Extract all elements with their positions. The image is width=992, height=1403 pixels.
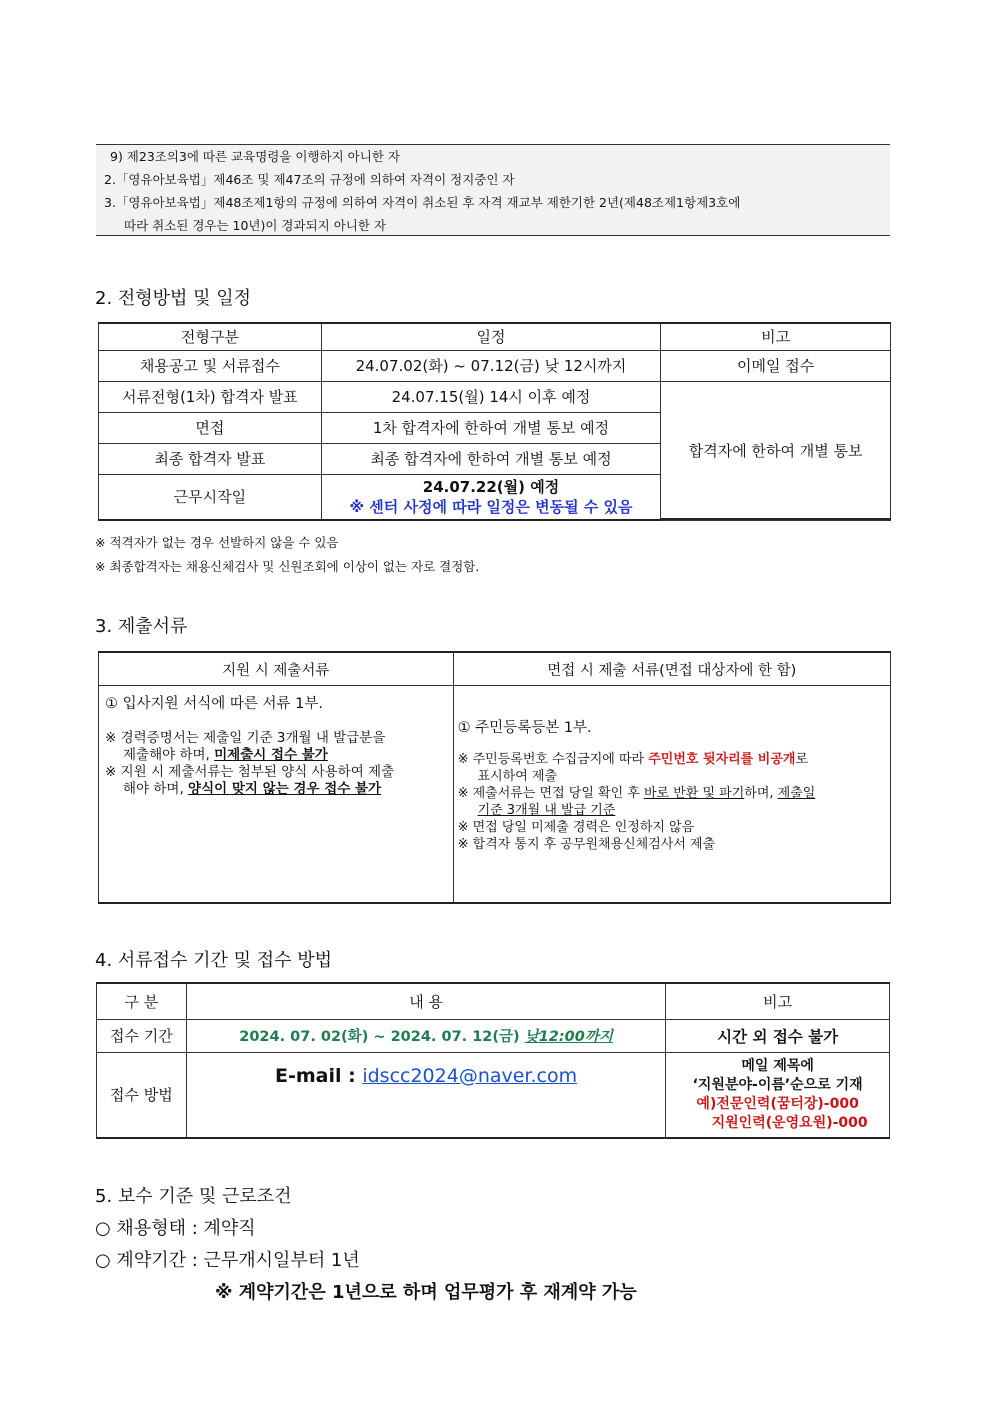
header-schedule: 일정 xyxy=(321,323,661,350)
apply-note-2-underline: 양식이 맞지 않는 경우 접수 불가 xyxy=(188,781,382,797)
period-note: 시간 외 접수 불가 xyxy=(666,1019,890,1052)
section3-title: 3. 제출서류 xyxy=(95,616,188,637)
interview-note-1b: 로 xyxy=(795,752,809,767)
apply-note-1-underline: 미제출시 접수 불가 xyxy=(214,747,328,763)
method-cell xyxy=(186,1052,665,1138)
reception-table xyxy=(96,982,890,1139)
header-category: 구 분 xyxy=(97,983,187,1019)
table-row xyxy=(99,381,891,412)
interview-note-2c-line xyxy=(458,802,886,819)
interview-note-2b: 하며, xyxy=(744,786,778,801)
row-type: 근무시작일 xyxy=(99,474,322,520)
apply-note-2b-line xyxy=(105,781,447,798)
section4-title: 4. 서류접수 기간 및 접수 방법 xyxy=(95,950,333,971)
interview-docs-cell xyxy=(453,686,890,904)
method-note-4: 지원인력(운영요원)-000 xyxy=(711,1114,868,1131)
disq-line-3: 3.「영유아보육법」제48조제1항의 규정에 의하여 자격이 취소된 후 자격 재교부 제한기한 2년(제48조제1항제3호에 xyxy=(104,195,741,210)
section5-title: 5. 보수 기준 및 근로조건 xyxy=(95,1186,292,1207)
interview-note-2-u3: 기준 3개월 내 발급 기준 xyxy=(477,803,616,818)
section2-note-1: ※ 적격자가 없는 경우 선발하지 않을 수 있음 xyxy=(95,535,339,550)
interview-note-2-line xyxy=(458,785,886,802)
period-label: 접수 기간 xyxy=(97,1019,187,1052)
interview-doc-item: ① 주민등록등본 1부. xyxy=(457,720,592,736)
section2-title: 2. 전형방법 및 일정 xyxy=(95,288,252,309)
apply-note-1b: 제출해야 하며, xyxy=(123,747,215,763)
period-cell xyxy=(186,1019,665,1052)
header-apply-docs: 지원 시 제출서류 xyxy=(99,652,454,686)
table-row xyxy=(97,983,890,1019)
row-schedule: 24.07.15(월) 14시 이후 예정 xyxy=(321,381,661,412)
table-row xyxy=(97,1052,890,1138)
header-note: 비고 xyxy=(661,323,891,350)
disq-line-2: 2.「영유아보육법」제46조 및 제47조의 규정에 의하여 자격이 정지중인 자 xyxy=(104,172,515,187)
row-note: 이메일 접수 xyxy=(661,350,891,381)
table-row xyxy=(99,350,891,381)
schedule-change-note: ※ 센터 사정에 따라 일정은 변동될 수 있음 xyxy=(349,497,633,516)
interview-note-1-line xyxy=(458,751,886,768)
disq-line-4: 따라 취소된 경우는 10년)이 경과되지 아니한 자 xyxy=(124,218,386,233)
row-schedule: 1차 합격자에 한하여 개별 통보 예정 xyxy=(321,412,661,443)
interview-note-3: ※ 면접 당일 미제출 경력은 인정하지 않음 xyxy=(457,820,695,835)
apply-doc-item: ① 입사지원 서식에 따른 서류 1부. xyxy=(105,696,323,712)
row-schedule-start xyxy=(321,474,661,520)
method-note-3: 예)전문인력(꿈터장)-000 xyxy=(696,1095,859,1112)
apply-note-1a: ※ 경력증명서는 제출일 기준 3개월 내 발급분을 xyxy=(105,730,386,746)
header-content: 내 용 xyxy=(186,983,665,1019)
merged-note: 합격자에 한하여 개별 통보 xyxy=(661,381,891,520)
interview-note-4: ※ 합격자 통지 후 공무원채용신체검사서 제출 xyxy=(457,837,716,852)
interview-note-1c: 표시하여 제출 xyxy=(477,769,558,784)
header-type: 전형구분 xyxy=(99,323,322,350)
section5-note: ※ 계약기간은 1년으로 하며 업무평가 후 재계약 가능 xyxy=(215,1282,637,1303)
row-type: 채용공고 및 서류접수 xyxy=(99,350,322,381)
table-row xyxy=(99,652,891,686)
period-time: 낮12:00까지 xyxy=(524,1029,613,1045)
row-type: 면접 xyxy=(99,412,322,443)
row-schedule: 24.07.02(화) ~ 07.12(금) 낮 12시까지 xyxy=(321,350,661,381)
section5-item-1: ○ 채용형태 : 계약직 xyxy=(95,1218,256,1239)
interview-note-1a: ※ 주민등록번호 수집금지에 따라 xyxy=(457,752,649,767)
period-value: 2024. 07. 02(화) ~ 2024. 07. 12(금) xyxy=(239,1029,525,1045)
apply-note-2b: 해야 하며, xyxy=(123,781,189,797)
documents-table xyxy=(98,651,891,904)
table-row xyxy=(97,1019,890,1052)
row-schedule: 최종 합격자에 한하여 개별 통보 예정 xyxy=(321,443,661,474)
apply-note-2a: ※ 지원 시 제출서류는 첨부된 양식 사용하여 제출 xyxy=(105,764,395,780)
header-interview-docs: 면접 시 제출 서류(면접 대상자에 한 함) xyxy=(453,652,890,686)
method-note-2: ‘지원분야-이름’순으로 기재 xyxy=(692,1076,863,1093)
apply-docs-cell xyxy=(99,686,454,904)
interview-note-2a: ※ 제출서류는 면접 당일 확인 후 xyxy=(457,786,644,801)
disqualification-box xyxy=(96,144,890,236)
start-date: 24.07.22(월) 예정 xyxy=(422,477,560,496)
email-label: E-mail : xyxy=(274,1064,363,1087)
header-note: 비고 xyxy=(666,983,890,1019)
method-note-1: 메일 제목에 xyxy=(741,1057,814,1074)
table-row xyxy=(99,686,891,904)
method-label: 접수 방법 xyxy=(97,1052,187,1138)
section2-note-2: ※ 최종합격자는 채용신체검사 및 신원조회에 이상이 없는 자로 결정함. xyxy=(95,559,480,574)
table-row xyxy=(99,323,891,350)
section5-item-2: ○ 계약기간 : 근무개시일부터 1년 xyxy=(95,1250,360,1271)
row-type: 서류전형(1차) 합격자 발표 xyxy=(99,381,322,412)
interview-note-2-u1: 바로 반환 및 파기 xyxy=(643,786,745,801)
disq-line-1: 9) 제23조의3에 따른 교육명령을 이행하지 아니한 자 xyxy=(110,149,400,164)
method-note-cell xyxy=(666,1052,890,1138)
email-link[interactable]: idscc2024@naver.com xyxy=(362,1064,578,1087)
schedule-table xyxy=(98,322,891,521)
apply-note-1b-line xyxy=(105,747,447,764)
interview-note-1-red: 주민번호 뒷자리를 비공개 xyxy=(648,752,796,767)
interview-note-2-u2: 제출일 xyxy=(777,786,816,801)
row-type: 최종 합격자 발표 xyxy=(99,443,322,474)
